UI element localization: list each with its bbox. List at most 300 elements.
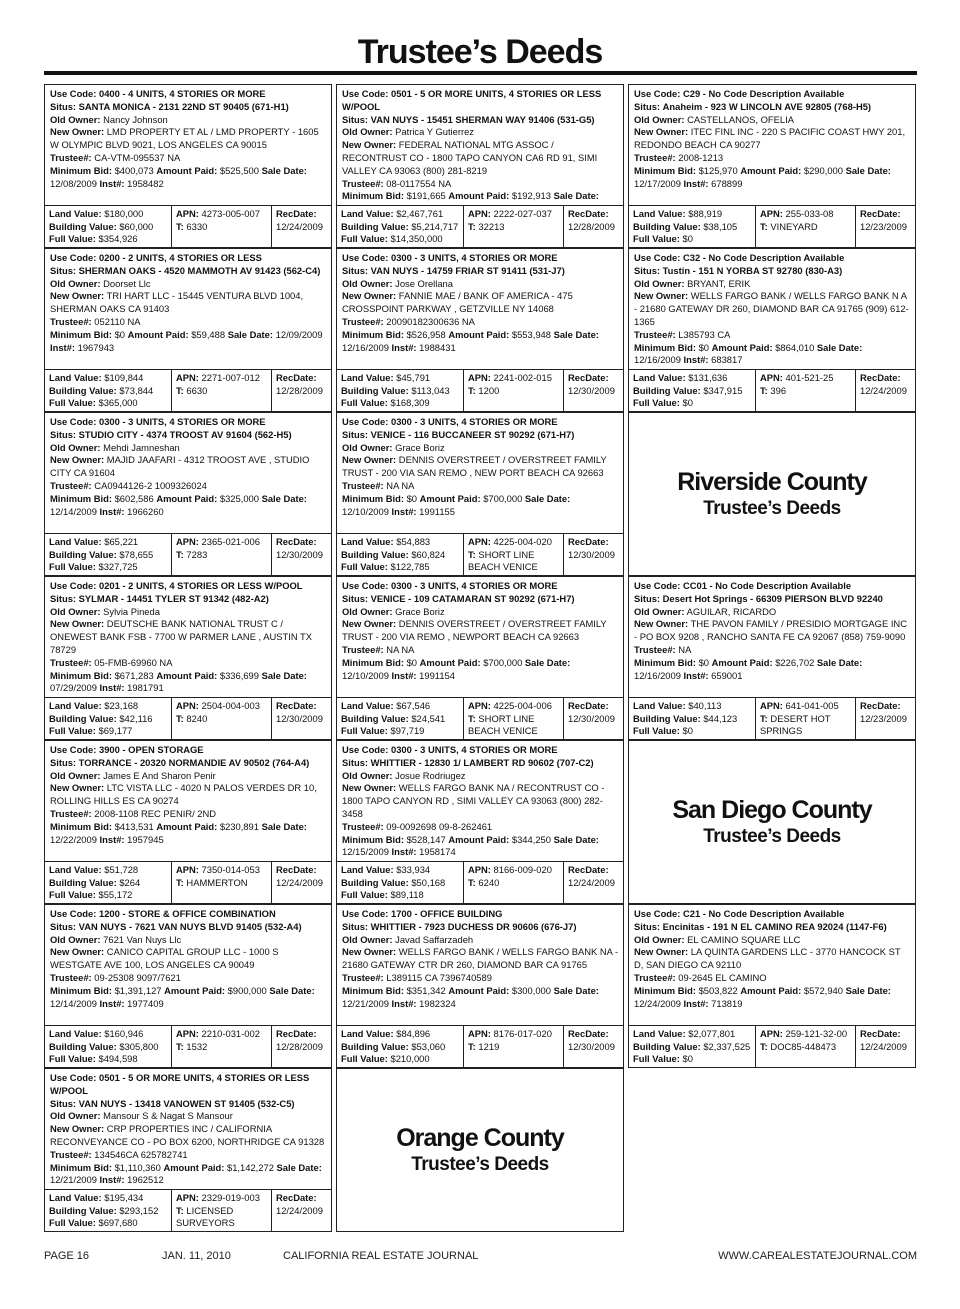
field-label: Trustee#: — [50, 807, 92, 819]
field-value: $55,172 — [98, 889, 133, 901]
field-value: $697,680 — [98, 1217, 138, 1229]
field-label: APN: — [468, 536, 491, 547]
field-label: Situs: — [634, 100, 661, 112]
value-table — [629, 1025, 915, 1067]
field-label: Full Value: — [633, 233, 680, 245]
field-value: $210,000 — [390, 1053, 430, 1065]
field-value: 2365-021-006 — [201, 536, 260, 547]
field-value: $1,110,360 — [114, 1161, 161, 1173]
field-value: LICENSED SURVEYORS — [176, 1204, 235, 1229]
detail-line — [342, 606, 619, 619]
field-label: Minimum Bid: — [342, 492, 404, 504]
field-label: APN: — [176, 864, 199, 875]
field-label: Full Value: — [49, 233, 96, 245]
detail-line — [342, 782, 619, 820]
field-value: 2504-004-003 — [201, 700, 260, 711]
tract-line — [176, 1205, 268, 1230]
field-value: $89,118 — [390, 889, 424, 901]
apn-cell — [463, 206, 563, 247]
tract-line — [468, 877, 560, 890]
field-value: WELLS FARGO BANK / WELLS FARGO BANK N A - 21680 GATEWAY DR 260, DIAMOND BAR CA 91765 (909) 612-1365 — [634, 290, 909, 327]
field-value: Doorset Llc — [103, 277, 151, 289]
detail-line — [50, 808, 327, 821]
field-value: 1967943 — [77, 341, 115, 353]
field-value: $54,883 — [396, 536, 431, 547]
field-label: Amount Paid: — [156, 492, 218, 504]
building-value-line — [49, 1041, 168, 1054]
field-value: 1981791 — [127, 682, 164, 694]
field-value: 12/10/2009 — [342, 669, 389, 681]
detail-line — [634, 290, 911, 328]
field-value: $344,250 — [511, 833, 551, 845]
field-label: APN: — [760, 1028, 783, 1039]
field-label: Land Value: — [633, 1028, 686, 1039]
field-value: 2241-002-015 — [493, 372, 552, 383]
field-value: MAJID JAAFARI - 4312 TROOST AVE , STUDIO CITY CA 91604 — [50, 454, 310, 479]
field-label: New Owner: — [342, 782, 397, 794]
deed-entry — [44, 904, 332, 1068]
recdate-value: 12/28/2009 — [276, 384, 323, 396]
values-cell — [629, 698, 755, 739]
field-value: $293,152 — [119, 1204, 159, 1216]
field-label: Trustee#: — [50, 1148, 92, 1160]
detail-line — [342, 834, 619, 860]
recdate-cell — [563, 534, 623, 575]
field-label: Full Value: — [341, 889, 388, 901]
field-value: $33,934 — [396, 864, 431, 875]
field-value: $97,719 — [390, 725, 425, 737]
field-label: Trustee#: — [50, 479, 92, 491]
detail-line — [342, 618, 619, 644]
value-table — [337, 861, 623, 903]
field-label: Land Value: — [341, 208, 394, 219]
field-label: Building Value: — [49, 384, 117, 396]
field-label: Inst#: — [99, 682, 125, 694]
full-value-line — [49, 889, 168, 902]
field-label: APN: — [176, 536, 199, 547]
field-label: Amount Paid: — [448, 984, 510, 996]
field-label: APN: — [760, 700, 783, 711]
field-label: New Owner: — [50, 946, 105, 958]
field-value: Patrica Y Gutierrez — [395, 126, 474, 138]
tract-line — [176, 549, 268, 562]
field-label: Old Owner: — [634, 277, 685, 289]
field-label: Old Owner: — [342, 769, 393, 781]
field-value: 1962512 — [127, 1174, 164, 1186]
field-label: Use Code: — [50, 744, 97, 755]
recdate-label: RecDate: — [860, 372, 901, 383]
detail-line — [342, 114, 619, 127]
field-label: Old Owner: — [634, 113, 685, 125]
full-value-line — [49, 1053, 168, 1066]
field-label: New Owner: — [342, 946, 397, 958]
field-label: Amount Paid: — [448, 190, 510, 202]
values-cell — [45, 1190, 171, 1231]
detail-line — [634, 618, 911, 644]
field-label: Situs: — [342, 756, 369, 768]
detail-line — [50, 1072, 327, 1098]
field-value: L389115 CA 7396740589 — [386, 971, 492, 983]
field-label: Amount Paid: — [740, 164, 802, 176]
deed-entry — [628, 84, 916, 248]
deed-details — [337, 905, 623, 1025]
detail-line — [50, 1110, 327, 1123]
detail-line — [634, 593, 911, 606]
field-label: T: — [468, 548, 476, 560]
field-label: APN: — [760, 208, 783, 219]
field-label: Building Value: — [49, 876, 117, 888]
field-value: $400,073 — [114, 164, 154, 176]
county-name: San Diego County — [672, 796, 872, 824]
detail-line — [50, 770, 327, 783]
values-cell — [45, 698, 171, 739]
tract-line — [468, 549, 560, 575]
field-label: Amount Paid: — [156, 164, 218, 176]
field-label: Trustee#: — [50, 151, 92, 163]
recdate-value: 12/30/2009 — [568, 712, 615, 724]
full-value-line — [633, 397, 752, 410]
field-label: Minimum Bid: — [342, 328, 404, 340]
detail-line — [50, 88, 327, 101]
tract-line — [176, 877, 268, 890]
apn-line — [176, 700, 268, 713]
recdate-value: 12/23/2009 — [860, 712, 907, 724]
deed-entry — [44, 1068, 332, 1232]
field-label: Building Value: — [49, 712, 117, 724]
building-value-line — [49, 713, 168, 726]
values-cell — [45, 370, 171, 411]
field-label: Trustee#: — [342, 820, 384, 832]
land-value-line — [49, 372, 168, 385]
field-label: Old Owner: — [50, 769, 101, 781]
field-label: Inst#: — [391, 846, 417, 858]
field-label: New Owner: — [634, 946, 689, 958]
field-label: Full Value: — [633, 1053, 680, 1065]
field-value: $503,822 — [698, 984, 738, 996]
field-value: DENNIS OVERSTREET / OVERSTREET FAMILY TRUST - 200 VIA REMO , NEWPORT BEACH CA 92663 — [342, 618, 607, 643]
field-value: $40,113 — [688, 700, 722, 711]
field-value: NA NA — [386, 479, 415, 491]
field-value: 1200 - STORE & OFFICE COMBINATION — [98, 908, 276, 919]
land-value-line — [341, 536, 460, 549]
field-label: Inst#: — [99, 505, 125, 517]
field-label: Use Code: — [342, 252, 389, 263]
field-value: $0 — [682, 397, 693, 409]
field-label: Inst#: — [99, 997, 125, 1009]
field-value: $602,586 — [114, 492, 154, 504]
field-label: Use Code: — [50, 88, 97, 99]
field-value: STUDIO CITY - 4374 TROOST AV 91604 (562-H5) — [78, 428, 292, 440]
field-value: WELLS FARGO BANK / WELLS FARGO BANK NA - 21680 GATEWAY CTR DR 260, DIAMOND BAR CA 91765 — [342, 946, 619, 971]
recdate-value: 12/24/2009 — [860, 1040, 907, 1052]
field-label: Minimum Bid: — [342, 656, 404, 668]
recdate-cell — [271, 1026, 331, 1067]
field-label: New Owner: — [50, 290, 105, 302]
field-label: Land Value: — [49, 1028, 102, 1039]
field-value: $365,000 — [98, 397, 138, 409]
field-label: APN: — [176, 1028, 199, 1039]
values-cell — [337, 862, 463, 903]
recdate-label: RecDate: — [568, 372, 609, 383]
values-cell — [337, 206, 463, 247]
field-label: Building Value: — [341, 876, 409, 888]
field-value: $0 — [698, 656, 710, 668]
field-value: $88,919 — [688, 208, 723, 219]
field-label: Use Code: — [342, 744, 389, 755]
field-value: 09-25308 9097/7621 — [94, 971, 181, 983]
field-value: $38,105 — [703, 220, 738, 232]
detail-line — [634, 126, 911, 152]
land-value-line — [49, 536, 168, 549]
detail-line — [342, 744, 619, 757]
field-value: C29 - No Code Description Available — [682, 88, 845, 99]
detail-line — [50, 1162, 327, 1188]
field-value: $671,283 — [114, 669, 154, 681]
detail-line — [634, 644, 911, 657]
field-label: New Owner: — [50, 1123, 105, 1135]
field-value: 20090182300636 NA — [386, 315, 475, 327]
detail-line — [342, 493, 619, 519]
field-value: $0 — [406, 656, 418, 668]
full-value-line — [49, 1217, 168, 1230]
field-value: $264 — [119, 876, 141, 888]
deed-details — [45, 85, 331, 205]
detail-line — [342, 770, 619, 783]
field-label: Minimum Bid: — [634, 984, 696, 996]
field-value: 12/15/2009 — [342, 846, 389, 858]
field-label: Full Value: — [341, 1053, 388, 1065]
county-header — [336, 1068, 624, 1232]
field-value: AGUILAR, RICARDO — [686, 605, 777, 617]
apn-cell — [463, 862, 563, 903]
field-label: APN: — [468, 864, 491, 875]
detail-line — [342, 657, 619, 683]
land-value-line — [49, 700, 168, 713]
field-label: Use Code: — [342, 416, 389, 427]
field-label: Sale Date: — [845, 164, 891, 176]
field-label: T: — [468, 220, 476, 232]
field-value: $84,896 — [396, 1028, 431, 1039]
field-value: 255-033-08 — [785, 208, 834, 219]
field-label: Inst#: — [50, 341, 76, 353]
land-value-line — [49, 208, 168, 221]
field-label: Building Value: — [633, 220, 701, 232]
recdate-cell — [271, 370, 331, 411]
detail-line — [50, 657, 327, 670]
field-value: SHORT LINE BEACH VENICE — [468, 712, 538, 737]
detail-line — [342, 946, 619, 972]
field-value: $230,891 — [219, 820, 259, 832]
field-label: Inst#: — [391, 997, 417, 1009]
values-cell — [629, 206, 755, 247]
apn-line — [468, 864, 560, 877]
recdate-label: RecDate: — [860, 208, 901, 219]
field-value: 8166-009-020 — [493, 864, 552, 875]
field-value: 678899 — [711, 177, 743, 189]
detail-line — [634, 946, 911, 972]
field-label: Land Value: — [341, 1028, 394, 1039]
field-label: Sale Date: — [553, 190, 599, 202]
field-value: 12/16/2009 — [342, 341, 389, 353]
field-label: Land Value: — [49, 536, 102, 547]
field-value: 12/17/2009 — [634, 177, 681, 189]
field-value: $131,636 — [688, 372, 728, 383]
detail-line — [342, 190, 619, 205]
recdate-label: RecDate: — [276, 700, 317, 711]
field-value: L385793 CA — [678, 328, 731, 340]
deed-entry — [628, 576, 916, 740]
full-value-line — [633, 1053, 752, 1066]
field-value: WELLS FARGO BANK NA / RECONTRUST CO - 1800 TAPO CANYON RD , SIMI VALLEY CA 93063 (800) 282-3458 — [342, 782, 605, 819]
apn-line — [176, 1028, 268, 1041]
field-label: Amount Paid: — [711, 656, 773, 668]
deed-details — [337, 413, 623, 533]
field-label: Sale Date: — [816, 656, 863, 668]
value-table — [337, 205, 623, 247]
field-label: APN: — [176, 208, 199, 219]
apn-cell — [755, 206, 855, 247]
field-label: Inst#: — [99, 177, 125, 189]
recdate-label: RecDate: — [568, 208, 609, 219]
field-value: 12/21/2009 — [342, 997, 389, 1009]
deed-entry — [44, 412, 332, 576]
field-label: APN: — [176, 700, 199, 711]
field-value: 401-521-25 — [785, 372, 834, 383]
detail-line — [342, 985, 619, 1011]
field-value: $528,147 — [406, 833, 446, 845]
field-value: 1958482 — [127, 177, 164, 189]
value-table — [45, 205, 331, 247]
field-value: $305,800 — [119, 1040, 159, 1052]
field-value: $191,665 — [406, 190, 446, 202]
field-value: 1966260 — [127, 505, 164, 517]
detail-line — [634, 580, 911, 593]
detail-line — [342, 593, 619, 606]
field-value: SYLMAR - 14451 TYLER ST 91342 (482-A2) — [78, 592, 269, 604]
tract-line — [468, 713, 560, 739]
recdate-cell — [271, 534, 331, 575]
field-label: Sale Date: — [227, 328, 274, 340]
tract-line — [468, 385, 560, 398]
detail-line — [342, 908, 619, 921]
full-value-line — [341, 397, 460, 410]
field-label: Situs: — [342, 428, 369, 440]
detail-line — [634, 101, 911, 114]
detail-line — [50, 921, 327, 934]
field-label: Old Owner: — [342, 605, 393, 617]
detail-line — [50, 114, 327, 127]
field-label: Sale Date: — [524, 656, 571, 668]
field-value: 0300 - 3 UNITS, 4 STORIES OR MORE — [390, 580, 558, 591]
field-value: 396 — [770, 384, 787, 396]
field-label: Full Value: — [341, 397, 388, 409]
field-label: Amount Paid: — [163, 1161, 225, 1173]
detail-line — [50, 416, 327, 429]
apn-line — [468, 208, 560, 221]
field-label: Old Owner: — [342, 441, 393, 453]
values-cell — [629, 370, 755, 411]
field-value: 09-2645 EL CAMINO — [678, 971, 767, 983]
apn-cell — [463, 1026, 563, 1067]
apn-line — [468, 536, 560, 549]
detail-line — [634, 908, 911, 921]
field-value: SANTA MONICA - 2131 22ND ST 90405 (671-H1) — [78, 100, 289, 112]
recdate-label: RecDate: — [276, 208, 317, 219]
field-label: Inst#: — [683, 354, 709, 366]
field-label: Building Value: — [341, 548, 409, 560]
detail-line — [50, 152, 327, 165]
field-label: Inst#: — [99, 1174, 125, 1186]
recdate-value: 12/30/2009 — [276, 548, 323, 560]
detail-line — [50, 757, 327, 770]
field-value: $59,488 — [191, 328, 226, 340]
field-label: Inst#: — [683, 177, 709, 189]
detail-line — [50, 1123, 327, 1149]
detail-line — [342, 329, 619, 355]
field-label: Trustee#: — [50, 656, 92, 668]
field-value: 1219 — [478, 1040, 500, 1052]
recdate-label: RecDate: — [568, 1028, 609, 1039]
field-value: James E And Sharon Penir — [103, 769, 216, 781]
field-label: Amount Paid: — [156, 820, 218, 832]
field-value: $44,123 — [703, 712, 738, 724]
detail-line — [342, 252, 619, 265]
field-value: 4273-005-007 — [201, 208, 260, 219]
field-label: Trustee#: — [634, 643, 676, 655]
field-label: Building Value: — [341, 220, 409, 232]
field-label: Trustee#: — [50, 315, 92, 327]
apn-cell — [755, 698, 855, 739]
deed-details — [629, 85, 915, 205]
field-label: Old Owner: — [50, 605, 101, 617]
field-value: NA NA — [386, 643, 415, 655]
footer-website[interactable]: WWW.CAREALESTATEJOURNAL.COM — [718, 1250, 917, 1262]
field-label: Minimum Bid: — [634, 341, 696, 353]
field-value: $65,221 — [104, 536, 139, 547]
field-value: LTC VISTA LLC - 4020 N PALOS VERDES DR 10, ROLLING HILLS ES CA 90274 — [50, 782, 317, 807]
field-value: CRP PROPERTIES INC / CALIFORNIA RECONVEYANCE CO - PO BOX 6200, NORTHRIDGE CA 91328 — [50, 1123, 325, 1147]
field-label: Use Code: — [342, 908, 389, 919]
detail-line — [50, 821, 327, 847]
field-value: C21 - No Code Description Available — [682, 908, 845, 919]
field-label: Sale Date: — [261, 164, 307, 176]
field-label: Sale Date: — [276, 1161, 322, 1173]
recdate-cell — [563, 698, 623, 739]
building-value-line — [49, 1205, 168, 1218]
recdate-label: RecDate: — [276, 1028, 317, 1039]
footer-page-number: PAGE 16 — [44, 1250, 90, 1262]
field-value: 2222-027-037 — [493, 208, 552, 219]
field-value: Javad Saffarzadeh — [395, 933, 474, 945]
field-label: T: — [176, 712, 184, 724]
value-table — [629, 369, 915, 411]
field-value: $180,000 — [104, 208, 144, 219]
recdate-value: 12/24/2009 — [276, 220, 323, 232]
field-value: 0300 - 3 UNITS, 4 STORIES OR MORE — [390, 252, 558, 263]
field-value: 4225-004-020 — [493, 536, 552, 547]
value-table — [45, 1189, 331, 1231]
full-value-line — [633, 233, 752, 246]
detail-line — [50, 782, 327, 808]
land-value-line — [49, 864, 168, 877]
county-subtitle: Trustee’s Deeds — [703, 498, 841, 519]
field-value: 12/14/2009 — [50, 997, 97, 1009]
detail-line — [634, 114, 911, 127]
value-table — [337, 697, 623, 739]
field-label: Minimum Bid: — [50, 669, 112, 681]
value-table — [337, 369, 623, 411]
detail-line — [634, 329, 911, 342]
